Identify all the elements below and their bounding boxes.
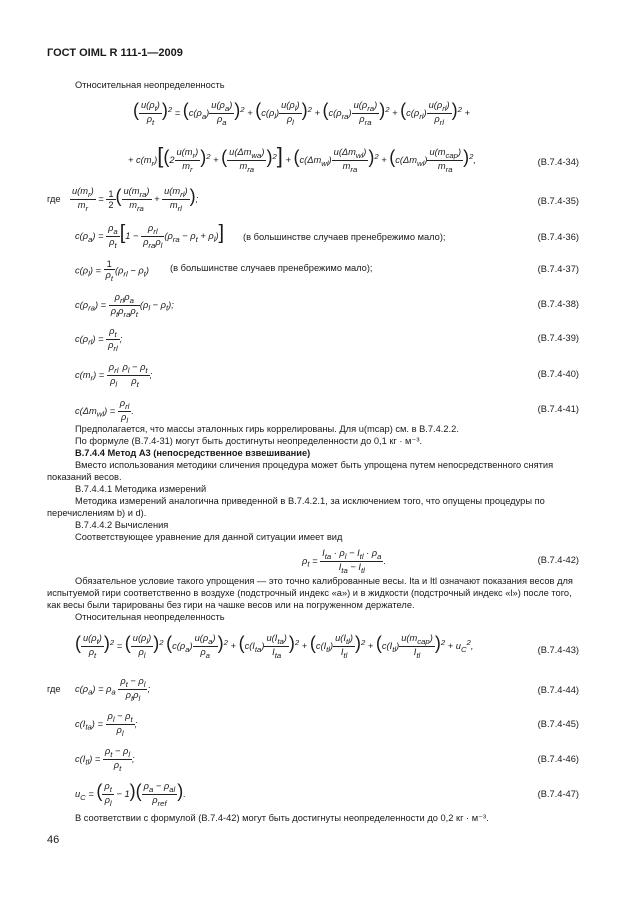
equation-b7446: $c(I_{tl})$ = $\frac{\rho_t - \rho_l}{\rho_t}$ ; xyxy=(75,746,135,773)
equation-number: (B.7.4-45) xyxy=(537,719,579,729)
equation-number: (B.7.4-42) xyxy=(537,555,579,565)
equation-b7441: $c(\Delta m_{wl})$ = $\rho_{rl}$ $\rho_l$ . xyxy=(75,398,134,425)
equation-b7438: $c(\rho_{ra})$ = $\rho_{rl}\rho_a$ $\rho_t\rho_{ra}\rho_t$ $(\rho_l - \rho_t)$; xyxy=(75,292,174,319)
paragraph: Методика измерений аналогична приведенной в B.7.4.2.1, за исключением того, что опущены процедуры по перечислениям b) и d). xyxy=(47,496,545,518)
equation-number: (B.7.4-40) xyxy=(537,369,579,379)
equation-b7437: $c(\rho_l)$ = $\frac{1}{\rho_t}$ $(\rho_{rl} - \rho_t)$ xyxy=(75,259,149,283)
equation-number: (B.7.4-43) xyxy=(537,645,579,655)
equation-b7434-line2: + $c(m_r)[(2$ $\frac{u(m_r)}{m_r}$ )$^2$ + ( $u(\Delta m_{wa})$ $m_{ra}$ )$^2] + (c(\Delta m_{wl})$ $u(\Delta m_{wl})$ $m_{ra}$ )$^2 + (c(\Delta m_{wl})$ $u(m_{cap})$ $m_{ra}$ )$^2$, xyxy=(128,143,476,174)
relative-uncertainty-label: Относительная неопределенность xyxy=(75,80,225,90)
equation-b7445: $c(I_{ta})$ = $\frac{\rho_l - \rho_t}{\rho_l}$ ; xyxy=(75,711,138,738)
equation-number: (B.7.4-41) xyxy=(537,404,579,414)
equation-b7443: ( $\frac{u(\rho_t)}{\rho_t}$ )$^2$ = ( $\frac{u(\rho_l)}{\rho_l}$ )$^2$ ($c(\rho_a)$ $\frac{u(\rho_a)}{\rho_a}$ )$^2 + (c(I_{ta})$ $u(I_{ta})$ $I_{ta}$ )$^2 + (c(I_{tl})$ $u(I_{tl})$ $I_{tl}$ )$^2 + (c(I_{tl})$ $u(m_{cap})$ $I_{tl}$ )$^2 + u_C^2$, xyxy=(75,633,474,660)
equation-number: (B.7.4-39) xyxy=(537,333,579,343)
equation-number: (B.7.4-35) xyxy=(537,196,579,206)
equation-number: (B.7.4-34) xyxy=(537,157,579,167)
equation-b7435: $\frac{u(m_r)}{m_r}$ = $\frac{1}{2}$ ( $u(m_{ra})$ $m_{ra}$ + $u(m_{rl})$ $m_{rl}$ ); xyxy=(72,186,199,213)
paragraph: Вместо использования методики сличения процедура может быть упрощена путем непосредственного снятия показаний весов. xyxy=(47,460,554,482)
equation-b7447: $u_C$ = ( $\frac{\rho_t}{\rho_l}$ − 1)( $\rho_a - \rho_{al}$ $\rho_{ref}$ ). xyxy=(75,781,186,808)
equation-b7442: $\rho_t$ = $I_{ta} \cdot \rho_l - I_{tl} \cdot \rho_a$ $I_{ta} - I_{tl}$ . xyxy=(302,548,387,575)
paragraph: В соответствии с формулой (B.7.4-42) могут быть достигнуты неопределенности до 0,2 кг · м⁻³. xyxy=(75,813,489,823)
equation-b7439: $c(\rho_{rl})$ = $\rho_t$ $\rho_{rl}$ ; xyxy=(75,326,123,353)
where-label: где xyxy=(47,194,61,204)
paragraph: Предполагается, что массы эталонных гирь коррелированы. Для u(mcap) см. в B.7.4.2.2. xyxy=(75,424,459,434)
paragraph: Соответствующее уравнение для данной ситуации имеет вид xyxy=(75,532,343,542)
section-title: B.7.4.4 Метод A3 (непосредственное взвешивание) xyxy=(75,448,311,458)
page-number: 46 xyxy=(47,834,60,846)
equation-number: (B.7.4-44) xyxy=(537,685,579,695)
paragraph: По формуле (B.7.4-31) могут быть достигнуты неопределенности до 0,1 кг · м⁻³. xyxy=(75,436,423,446)
subsection-title: B.7.4.4.2 Вычисления xyxy=(75,520,169,530)
paragraph: Обязательное условие такого упрощения — это точно калиброванные весы. Ita и Itl означают показания весов для испытуемой гири соответственно в воздухе (подстрочный индекс «a») и в жидкости (подстрочный индекс «l») после того, как весы были тарированы без гири на чашке весов или на погруженном держателе. xyxy=(47,576,573,610)
equation-number: (B.7.4-47) xyxy=(537,789,579,799)
where-label: где xyxy=(47,684,61,694)
equation-b7444: $c(\rho_a) = \rho_a$ $\rho_t - \rho_l$ $\rho_t\rho_l$ ; xyxy=(75,676,151,703)
equation-b7434-line1: ( $\frac{u(\rho_t)}{\rho_t}$ )$^2 = (c(\rho_a)$ $\frac{u(\rho_a)}{\rho_a}$ )$^2 + (c(\rho_l)$ $\frac{u(\rho_l)}{\rho_l}$ )$^2 + (c(\rho_{ra})$ $u(\rho_{ra})$ $\rho_{ra}$ )$^2 + (c(\rho_{rl})$ $u(\rho_{rl})$ $\rho_{rl}$ )$^2$ + xyxy=(133,100,470,127)
equation-b7440: $c(m_r)$ = $\rho_{rl}$ $\rho_l$ $\frac{\rho_l - \rho_t}{\rho_t}$ ; xyxy=(75,362,153,389)
equation-number: (B.7.4-38) xyxy=(537,299,579,309)
equation-note: (в большинстве случаев пренебрежимо мало); xyxy=(243,232,446,242)
document-header: ГОСТ OIML R 111-1—2009 xyxy=(47,47,183,59)
equation-b7436: $c(\rho_a)$ = $\frac{\rho_a}{\rho_t}$ [1 − $\rho_{rl}$ $\rho_{ra}\rho_l$ $(\rho_{ra} - \rho_t + \rho_l)$] xyxy=(75,222,225,250)
equation-number: (B.7.4-37) xyxy=(537,264,579,274)
subsection-title: B.7.4.4.1 Методика измерений xyxy=(75,484,207,494)
equation-note: (в большинстве случаев пренебрежимо мало); xyxy=(170,263,373,273)
equation-number: (B.7.4-36) xyxy=(537,232,579,242)
relative-uncertainty-label: Относительная неопределенность xyxy=(75,612,225,622)
equation-number: (B.7.4-46) xyxy=(537,754,579,764)
